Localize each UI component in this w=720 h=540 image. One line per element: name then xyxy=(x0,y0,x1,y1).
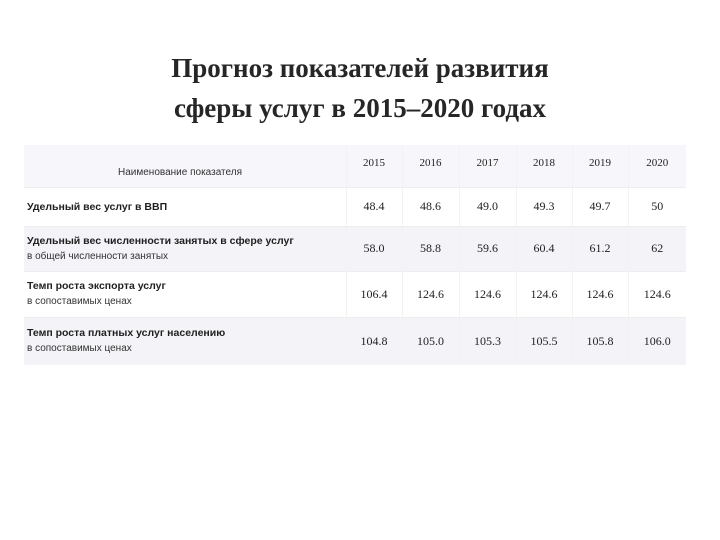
indicator-column-header: Наименование показателя xyxy=(24,145,346,187)
value-cell: 49.0 xyxy=(459,187,516,226)
table-header-row xyxy=(24,145,686,187)
value-cell: 105.3 xyxy=(459,317,516,365)
table-row xyxy=(24,226,686,271)
indicator-name-cell xyxy=(24,226,346,271)
value-cell: 49.7 xyxy=(572,187,628,226)
year-header-2017: 2017 xyxy=(459,145,516,187)
forecast-table xyxy=(24,145,686,365)
value-cell: 58.0 xyxy=(346,226,402,271)
indicator-name: Удельный вес численности занятых в сфере услуг xyxy=(27,234,294,247)
value-cell: 50 xyxy=(651,199,664,213)
value-cell: 124.6 xyxy=(402,271,459,317)
value-cell: 105.0 xyxy=(402,317,459,365)
value-cell: 106.0 xyxy=(643,333,671,348)
slide-title-line-2: сферы услуг в 2015–2020 годах xyxy=(173,93,546,124)
slide-title-line-1: Прогноз показателей развития xyxy=(171,53,549,84)
value-cell: 48.4 xyxy=(346,187,402,226)
value-cell: 105.5 xyxy=(516,317,572,365)
value-cell: 124.6 xyxy=(643,286,671,301)
value-cell: 124.6 xyxy=(516,271,572,317)
value-cell: 48.6 xyxy=(402,187,459,226)
value-cell: 61.2 xyxy=(572,226,628,271)
value-cell: 124.6 xyxy=(459,271,516,317)
slide-title xyxy=(0,48,720,128)
year-header-2019: 2019 xyxy=(572,145,628,187)
table-row xyxy=(24,317,686,365)
indicator-name: Удельный вес услуг в ВВП xyxy=(27,200,168,213)
table-row xyxy=(24,187,686,226)
value-cell: 105.8 xyxy=(572,317,628,365)
indicator-name-cell xyxy=(24,271,346,317)
indicator-name: Темп роста экспорта услуг xyxy=(27,280,166,292)
indicator-name-cell xyxy=(24,317,346,365)
value-cell: 124.6 xyxy=(572,271,628,317)
year-header-2018: 2018 xyxy=(516,145,572,187)
value-cell: 62 xyxy=(651,241,664,255)
value-cell: 58.8 xyxy=(402,226,459,271)
indicator-name-cell xyxy=(24,187,346,226)
indicator-subtitle: в сопоставимых ценах xyxy=(27,343,132,355)
value-cell: 59.6 xyxy=(459,226,516,271)
year-header-2015: 2015 xyxy=(346,145,402,187)
value-cell: 49.3 xyxy=(516,187,572,226)
value-cell: 60.4 xyxy=(516,226,572,271)
indicator-name: Темп роста платных услуг населению xyxy=(27,327,226,340)
value-cell: 106.4 xyxy=(346,271,402,317)
value-cell: 104.8 xyxy=(346,317,402,365)
indicator-subtitle: в общей численности занятых xyxy=(27,250,169,262)
year-header-2016: 2016 xyxy=(402,145,459,187)
year-header-2020: 2020 xyxy=(646,157,669,169)
indicator-subtitle: в сопоставимых ценах xyxy=(27,296,132,307)
table-row xyxy=(24,271,686,317)
